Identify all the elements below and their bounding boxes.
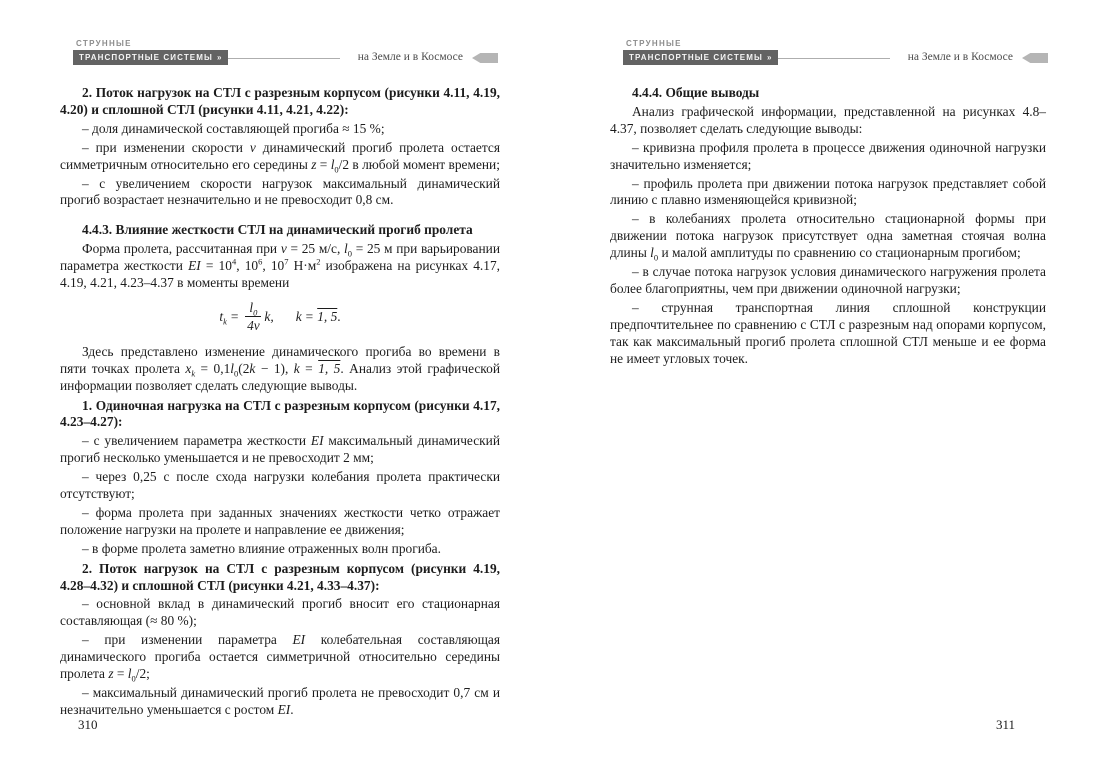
text-segment: EI (188, 258, 201, 274)
text-segment: 0 (131, 673, 136, 684)
header-rule (228, 58, 339, 59)
brand-box (623, 50, 778, 65)
section-heading: 4.4.3. Влияние жесткости СТЛ на динамический прогиб пролета (82, 222, 473, 238)
brand-box (73, 50, 228, 65)
brand-line2: ТРАНСПОРТНЫЕ СИСТЕМЫ (629, 53, 763, 62)
text-segment: 7 (284, 256, 289, 267)
text-segment: 6 (258, 256, 263, 267)
text-segment: максимальный динамический прогиб несколько уменьшается и не превосходит 2 мм; (60, 433, 500, 466)
text-segment: v (249, 139, 256, 155)
text-segment: 2 (316, 256, 321, 267)
text-segment: 1, 5 (318, 360, 341, 376)
text-segment: EI (292, 632, 306, 648)
text-segment: , 10 (236, 258, 259, 274)
text-segment: EI (277, 701, 291, 717)
brand-block (73, 39, 228, 65)
text-segment: = 25 м при варьировании параметра жесткости (60, 241, 501, 274)
text-segment: v (280, 241, 287, 257)
text-segment: и малой амплитуды по сравнению со стационарным прогибом; (658, 245, 1021, 261)
list-item: – форма пролета при заданных значениях жесткости четко отражает положение нагрузки на пролете и направление ее движения; (60, 504, 500, 537)
text-segment: /2; (135, 666, 150, 682)
section-heading: 4.4.4. Общие выводы (632, 85, 760, 100)
brand-line1: СТРУННЫЕ (626, 39, 682, 48)
right-page-content (610, 85, 1046, 370)
chevrons-icon: » (766, 53, 772, 62)
text-segment: EI (310, 433, 324, 449)
text-segment: , 10 (262, 258, 285, 274)
numbered-lead-paragraph: 1. Одиночная нагрузка на СТЛ с разрезным корпусом (рисунки 4.17, 4.23–4.27): (60, 397, 500, 430)
text-segment: (2 (238, 360, 250, 376)
text-segment: z (311, 156, 317, 172)
text-segment: 0 (234, 368, 239, 379)
list-item: – основной вклад в динамический прогиб вносит его стационарная составляющая (≈ 80 %); (60, 596, 500, 629)
numbered-lead-paragraph: 2. Поток нагрузок на СТЛ с разрезным корпусом (рисунки 4.19, 4.28–4.32) и сплошной СТЛ (рисунки 4.21, 4.33–4.37): (60, 560, 500, 593)
page-number-right: 311 (995, 717, 1015, 732)
text-segment: = (113, 666, 128, 682)
body-paragraph: Анализ графической информации, представленной на рисунках 4.8– 4.37, позволяет сделать следующие выводы: (610, 103, 1046, 136)
page-number-left: 310 (78, 717, 98, 732)
text-segment: l (330, 156, 335, 172)
text-segment: колебательная составляющая динамического прогиба остается симметричной относительно середины пролета (60, 632, 500, 682)
text-segment: Здесь представлено изменение динамического прогиба во времени в пяти точках пролета (60, 343, 500, 376)
text-segment: l (127, 666, 132, 682)
list-item (610, 211, 1046, 262)
text-segment: l (230, 360, 235, 376)
list-item: – через 0,25 с после схода нагрузки колебания пролета практически отсутствуют; (60, 469, 500, 502)
text-segment: изображена на рисунках 4.17, 4.19, 4.21, 4.23–4.37 в моменты времени (60, 258, 501, 291)
text-segment: k (293, 360, 300, 376)
list-item (60, 140, 500, 174)
text-segment: 0 (653, 252, 659, 263)
text-segment: = 10 (200, 258, 232, 274)
list-item: – в случае потока нагрузок условия динамического нагружения пролета более благоприятны, чем при движении одиночной нагрузки; (610, 264, 1046, 296)
header-tagline: на Земле и в Космосе (907, 51, 1013, 63)
fraction: $\frac{l_0}{4v}$ (247, 299, 260, 334)
left-arrow-icon (472, 53, 498, 63)
text-segment: = 25 м/с, (286, 241, 345, 257)
text-segment: l (650, 245, 654, 261)
brand-line1: СТРУННЫЕ (76, 39, 132, 48)
text-segment: – в колебаниях пролета относительно стационарной формы при движении потока нагрузок присутствует одна заметная стоячая волна длины (610, 211, 1046, 261)
brand-line2: ТРАНСПОРТНЫЕ СИСТЕМЫ (79, 53, 213, 62)
body-paragraph (60, 241, 500, 292)
list-item: – профиль пролета при движении потока нагрузок представляет собой линию с плавно изменяющейся кривизной; (610, 175, 1046, 208)
text-segment: 0 (334, 164, 339, 175)
list-item: – в форме пролета заметно влияние отраженных волн прогиба. (82, 540, 441, 556)
running-header-right (623, 39, 1048, 65)
running-header-left (73, 39, 498, 65)
header-tagline: на Земле и в Космосе (357, 51, 463, 63)
text-segment: Форма пролета, рассчитанная при (82, 241, 281, 257)
text-segment: = 0,1 (195, 360, 231, 376)
list-item (60, 433, 500, 467)
list-item (60, 632, 500, 683)
left-arrow-icon (1022, 53, 1048, 63)
text-segment: . (290, 701, 294, 717)
text-segment: – при изменении скорости (82, 139, 250, 155)
text-segment: z (108, 666, 114, 682)
text-segment: − 1), (255, 360, 294, 376)
text-segment: 0 (347, 248, 352, 259)
list-item (60, 685, 500, 719)
numbered-lead-paragraph: 2. Поток нагрузок на СТЛ с разрезным корпусом (рисунки 4.11, 4.19, 4.20) и сплошной СТЛ (рисунки 4.11, 4.21, 4.22): (60, 85, 500, 117)
text-segment: /2 в любой момент времени; (338, 156, 500, 172)
text-segment: k (249, 360, 256, 376)
chevrons-icon: » (216, 53, 222, 62)
text-segment: x (185, 360, 192, 376)
formula-time-moments: $t_k$ = $\frac{l_0}{4v}$ k, k = 1, 5 . (219, 299, 341, 334)
body-paragraph (60, 344, 500, 395)
text-segment: 4 (231, 256, 237, 267)
list-item: – доля динамической составляющей прогиба ≈ 15 %; (82, 120, 385, 136)
list-item: – с увеличением скорости нагрузок максимальный динамический прогиб возрастает незначительно и не превосходит 0,8 см. (60, 175, 500, 208)
page-right (550, 0, 1100, 777)
text-segment: динамический прогиб пролета остается симметричным относительно его середины (60, 139, 500, 172)
text-segment: Н·м (288, 258, 317, 274)
text-segment: – максимальный динамический прогиб пролета не превосходит 0,7 см и незначительно уменьшается с ростом (60, 685, 500, 717)
list-item: – струнная транспортная линия сплошной конструкции предпочтительнее по сравнению с СТЛ с разрезным над опорами корпусом, так как максимальный прогиб пролета сплошной СТЛ меньше и ее форма не имеет угловых точек. (610, 299, 1046, 366)
text-segment: – с увеличением параметра жесткости (82, 433, 311, 449)
left-page-content (60, 85, 500, 721)
list-item: – кривизна профиля пролета в процессе движения одиночной нагрузки значительно изменяется; (610, 139, 1046, 172)
text-segment: – при изменении параметра (82, 632, 293, 648)
text-segment: l (344, 241, 348, 257)
header-rule (778, 58, 889, 59)
brand-block (623, 39, 778, 65)
text-segment: k (191, 368, 196, 379)
text-segment: = (299, 360, 319, 376)
text-segment: = (316, 156, 331, 172)
text-segment: . Анализ этой графической информации позволяет сделать следующие выводы. (60, 360, 500, 393)
